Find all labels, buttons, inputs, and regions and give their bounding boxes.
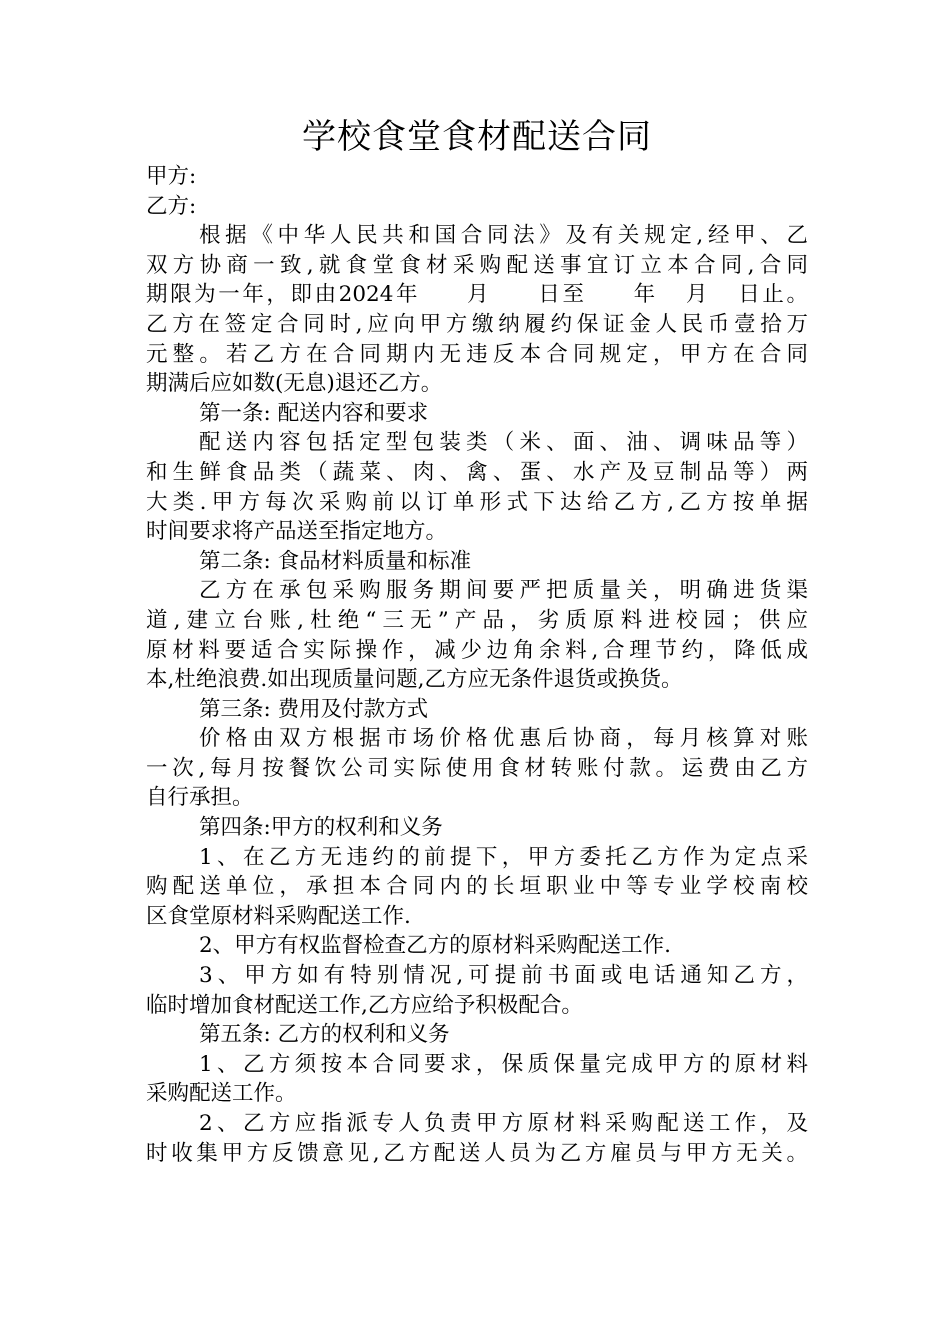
text-line: 2、乙方应指派专人负责甲方原材料采购配送工作，及 — [199, 1111, 808, 1136]
text-line: 1、在乙方无违约的前提下，甲方委托乙方作为定点采 — [199, 844, 808, 870]
text-line: 乙方在签定合同时,应向甲方缴纳履约保证金人民币壹拾万 — [146, 311, 808, 337]
text-line: 时收集甲方反馈意见,乙方配送人员为乙方雇员与甲方无关。 — [146, 1140, 808, 1166]
contract-body — [146, 162, 808, 1168]
text-line: 第二条: 食品材料质量和标准 — [199, 548, 472, 574]
text-line: 自行承担。 — [146, 785, 254, 811]
text-line: 双方协商一致,就食堂食材采购配送事宜订立本合同,合同 — [146, 252, 808, 278]
text-line: 3、甲方如有特别情况,可提前书面或电话通知乙方， — [199, 963, 808, 989]
text-line: 甲方: — [146, 164, 197, 189]
text-line: 区食堂原材料采购配送工作. — [146, 903, 411, 929]
text-line: 2、甲方有权监督检查乙方的原材料采购配送工作. — [199, 933, 672, 959]
text-line: 期满后应如数(无息)退还乙方。 — [146, 371, 443, 397]
text-line: 原材料要适合实际操作，减少边角余料,合理节约，降低成 — [146, 637, 808, 663]
text-line: 大类.甲方每次采购前以订单形式下达给乙方,乙方按单据 — [146, 489, 808, 515]
text-line: 时间要求将产品送至指定地方。 — [146, 519, 448, 545]
text-line: 价格由双方根据市场价格优惠后协商，每月核算对账 — [199, 726, 808, 752]
text-line: 乙方在承包采购服务期间要严把质量关，明确进货渠 — [199, 578, 808, 604]
text-line: 第一条: 配送内容和要求 — [199, 400, 429, 426]
text-line: 临时增加食材配送工作,乙方应给予积极配合。 — [146, 992, 583, 1018]
text-line: 第三条: 费用及付款方式 — [199, 696, 429, 722]
text-line: 一次,每月按餐饮公司实际使用食材转账付款。运费由乙方 — [146, 755, 808, 781]
text-line: 购配送单位，承担本合同内的长垣职业中等专业学校南校 — [146, 874, 808, 900]
text-line: 道,建立台账,杜绝“三无”产品，劣质原料进校园；供应 — [146, 607, 808, 633]
text-line: 本,杜绝浪费.如出现质量问题,乙方应无条件退货或换货。 — [146, 667, 683, 693]
text-line: 根据《中华人民共和国合同法》及有关规定,经甲、乙 — [199, 223, 808, 249]
text-line: 1、乙方须按本合同要求，保质保量完成甲方的原材料 — [199, 1051, 808, 1077]
contract-page — [146, 112, 808, 1168]
text-line: 配送内容包括定型包装类（米、面、油、调味品等） — [199, 430, 808, 456]
text-line: 采购配送工作。 — [146, 1081, 297, 1107]
text-line: 第五条: 乙方的权利和义务 — [199, 1022, 450, 1048]
document-title: 学校食堂食材配送合同 — [302, 117, 652, 157]
text-line: 乙方: — [146, 193, 197, 219]
text-line: 期限为一年，即由2024年 月 日至 年 月 日止。 — [146, 282, 808, 308]
text-line: 元整。若乙方在合同期内无违反本合同规定，甲方在合同 — [146, 341, 808, 367]
text-line: 第四条:甲方的权利和义务 — [199, 815, 443, 841]
text-line: 和生鲜食品类（蔬菜、肉、禽、蛋、水产及豆制品等）两 — [146, 459, 808, 485]
